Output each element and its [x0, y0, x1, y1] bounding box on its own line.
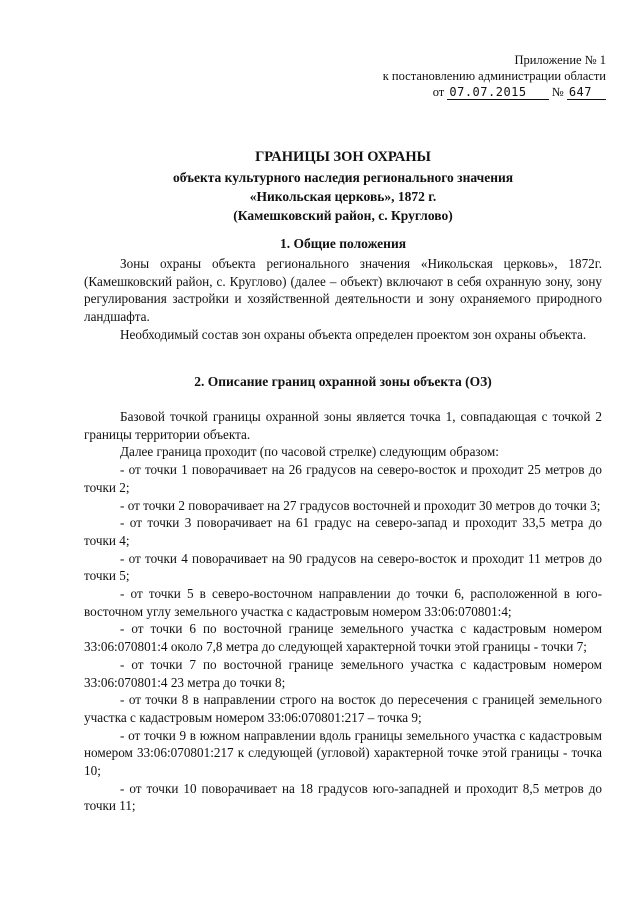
- paragraph: - от точки 5 в северо-восточном направлении до точки 6, расположенной в юго-восточном углу земельного участка с кадастровым номером 33:06:070801:4;: [84, 586, 602, 619]
- appendix-date: 07.07.2015: [447, 85, 548, 100]
- paragraph: Зоны охраны объекта регионального значения «Никольская церковь», 1872г. (Камешковский район, с. Круглово) (далее – объект) включают в себя охранную зону, зону регулирования застройки и хозяйственной деятельности и зону охраняемого природного ландшафта.: [84, 256, 602, 325]
- paragraph: Далее граница проходит (по часовой стрелке) следующим образом:: [120, 444, 499, 460]
- section-1-body: [84, 255, 602, 344]
- section-1-heading: 1. Общие положения: [279, 236, 407, 251]
- paragraph: - от точки 9 в южном направлении вдоль границы земельного участка с кадастровым номером 33:06:070801:217 к следующей (угловой) характерной точке этой границы - точка 10;: [84, 727, 602, 779]
- paragraph: - от точки 3 поворачивает на 61 градус на северо-запад и проходит 33,5 метра до точки 4;: [84, 515, 602, 548]
- appendix-title: Приложение № 1: [514, 53, 606, 67]
- paragraph: - от точки 7 по восточной границе земельного участка с кадастровым номером 33:06:070801:4 23 метра до точки 8;: [84, 656, 602, 690]
- title-line-2: объекта культурного наследия регионального значения: [172, 170, 514, 185]
- appendix-from-label: от: [432, 85, 445, 99]
- appendix-decree: к постановлению администрации области: [382, 69, 606, 83]
- paragraph: - от точки 4 поворачивает на 90 градусов на северо-восток и проходит 11 метров до точки 5;: [84, 550, 602, 584]
- appendix-header: [383, 52, 606, 100]
- appendix-number-sign: №: [551, 85, 564, 99]
- paragraph: - от точки 6 по восточной границе земельного участка с кадастровым номером 33:06:070801:4 около 7,8 метра до следующей характерной точки этой границы - точки 7;: [84, 621, 602, 655]
- paragraph: - от точки 1 поворачивает на 26 градусов на северо-восток и проходит 25 метров до точки 2;: [84, 462, 602, 495]
- section-2-body: [84, 408, 602, 815]
- paragraph: - от точки 8 в направлении строго на восток до пересечения с границей земельного участка с кадастровым номером 33:06:070801:217 – точка 9;: [84, 692, 602, 725]
- document-title: [84, 148, 602, 225]
- appendix-number: 647: [567, 85, 606, 100]
- paragraph: - от точки 10 поворачивает на 18 градусов юго-западней и проходит 8,5 метров до точки 11;: [84, 780, 602, 814]
- paragraph: - от точки 2 поворачивает на 27 градусов восточней и проходит 30 метров до точки 3;: [120, 497, 601, 513]
- appendix-date-number: [383, 84, 606, 100]
- title-main: ГРАНИЦЫ ЗОН ОХРАНЫ: [255, 149, 431, 165]
- paragraph: Базовой точкой границы охранной зоны является точка 1, совпадающая с точкой 2 границы территории объекта.: [84, 409, 602, 442]
- title-line-3: «Никольская церковь», 1872 г.: [249, 189, 437, 204]
- paragraph: Необходимый состав зон охраны объекта определен проектом зон охраны объекта.: [120, 326, 587, 342]
- section-2-heading: 2. Описание границ охранной зоны объекта (ОЗ): [194, 374, 492, 389]
- title-line-4: (Камешковский район, с. Круглово): [233, 208, 453, 223]
